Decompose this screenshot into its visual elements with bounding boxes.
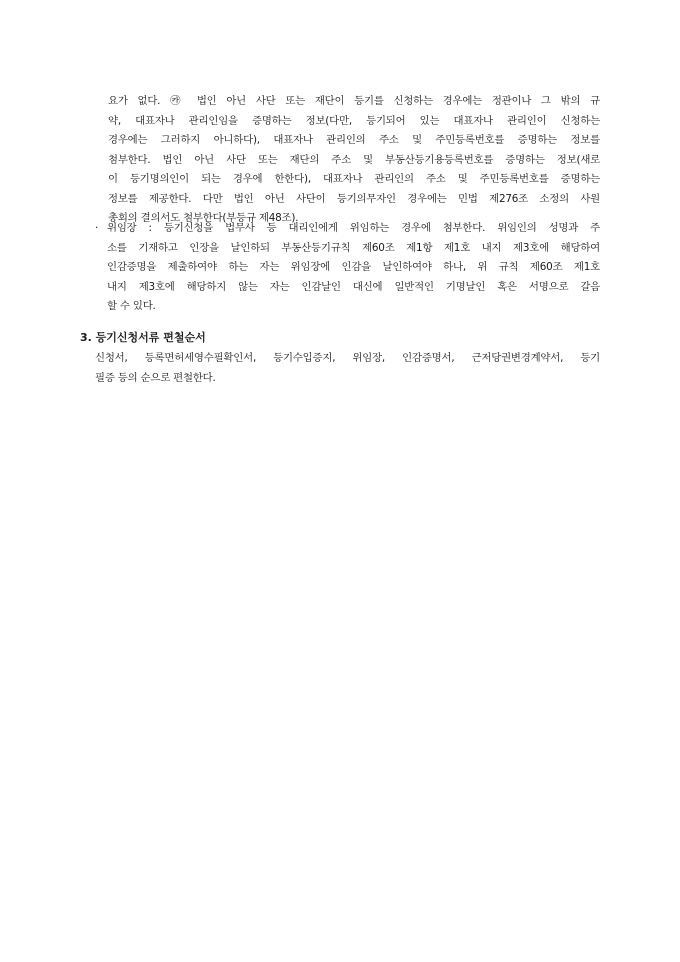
paragraph-filing-order	[95, 349, 600, 388]
paragraph-line: 위임장 : 등기신청을 법무사 등 대리인에게 위임하는 경우에 첨부한다. 위임인의 성명과 주	[107, 222, 600, 234]
paragraph-line: 요가 없다. ㉸ 법인 아닌 사단 또는 재단이 등기를 신청하는 경우에는 정관이나 그 밖의 규	[108, 95, 600, 107]
paragraph-line: 내지 제3호에 해당하지 않는 자는 인감날인 대신에 일반적인 기명날인 혹은 서명으로 갈음	[107, 280, 600, 293]
paragraph-line: 첨부한다. 법인 아닌 사단 또는 재단의 주소 및 부동산등기용등록번호를 증명하는 정보(새로	[108, 153, 600, 166]
paragraph-unincorporated-association	[108, 92, 600, 229]
paragraph-line: 인감증명을 제출하여야 하는 자는 위임장에 인감을 날인하여야 하나, 위 규칙 제60조 제1호	[107, 261, 600, 273]
section-heading: 3. 등기신청서류 편철순서	[80, 331, 206, 344]
paragraph-line: 소를 기재하고 인장을 날인하되 부동산등기규칙 제60조 제1항 제1호 내지 제3호에 해당하여	[107, 241, 600, 254]
paragraph-line: 약, 대표자나 관리인임을 증명하는 정보(다만, 등기되어 있는 대표자나 관리인이 신청하는	[108, 114, 600, 127]
paragraph-line: 할 수 있다.	[107, 300, 156, 312]
paragraph-power-of-attorney	[95, 219, 600, 317]
paragraph-line: 신청서, 등록면허세영수필확인서, 등기수입증지, 위임장, 인감증명서, 근저당권변경계약서, 등기	[95, 352, 600, 364]
paragraph-line: 이 등기명의인이 되는 경우에 한한다), 대표자나 관리인의 주소 및 주민등록번호를 증명하는	[108, 173, 600, 185]
paragraph-line: 경우에는 그러하지 아니하다), 대표자나 관리인의 주소 및 주민등록번호를 증명하는 정보를	[108, 134, 600, 146]
bullet-mark: ·	[95, 222, 99, 234]
bullet-item-text	[107, 219, 600, 317]
paragraph-line: 필증 등의 순으로 편철한다.	[95, 371, 216, 384]
paragraph-line: 총회의 결의서도 첨부한다(부등규 제48조).	[108, 212, 299, 224]
paragraph-line: 정보를 제공한다. 다만 법인 아닌 사단이 등기의무자인 경우에는 민법 제276조 소정의 사원	[108, 192, 600, 205]
